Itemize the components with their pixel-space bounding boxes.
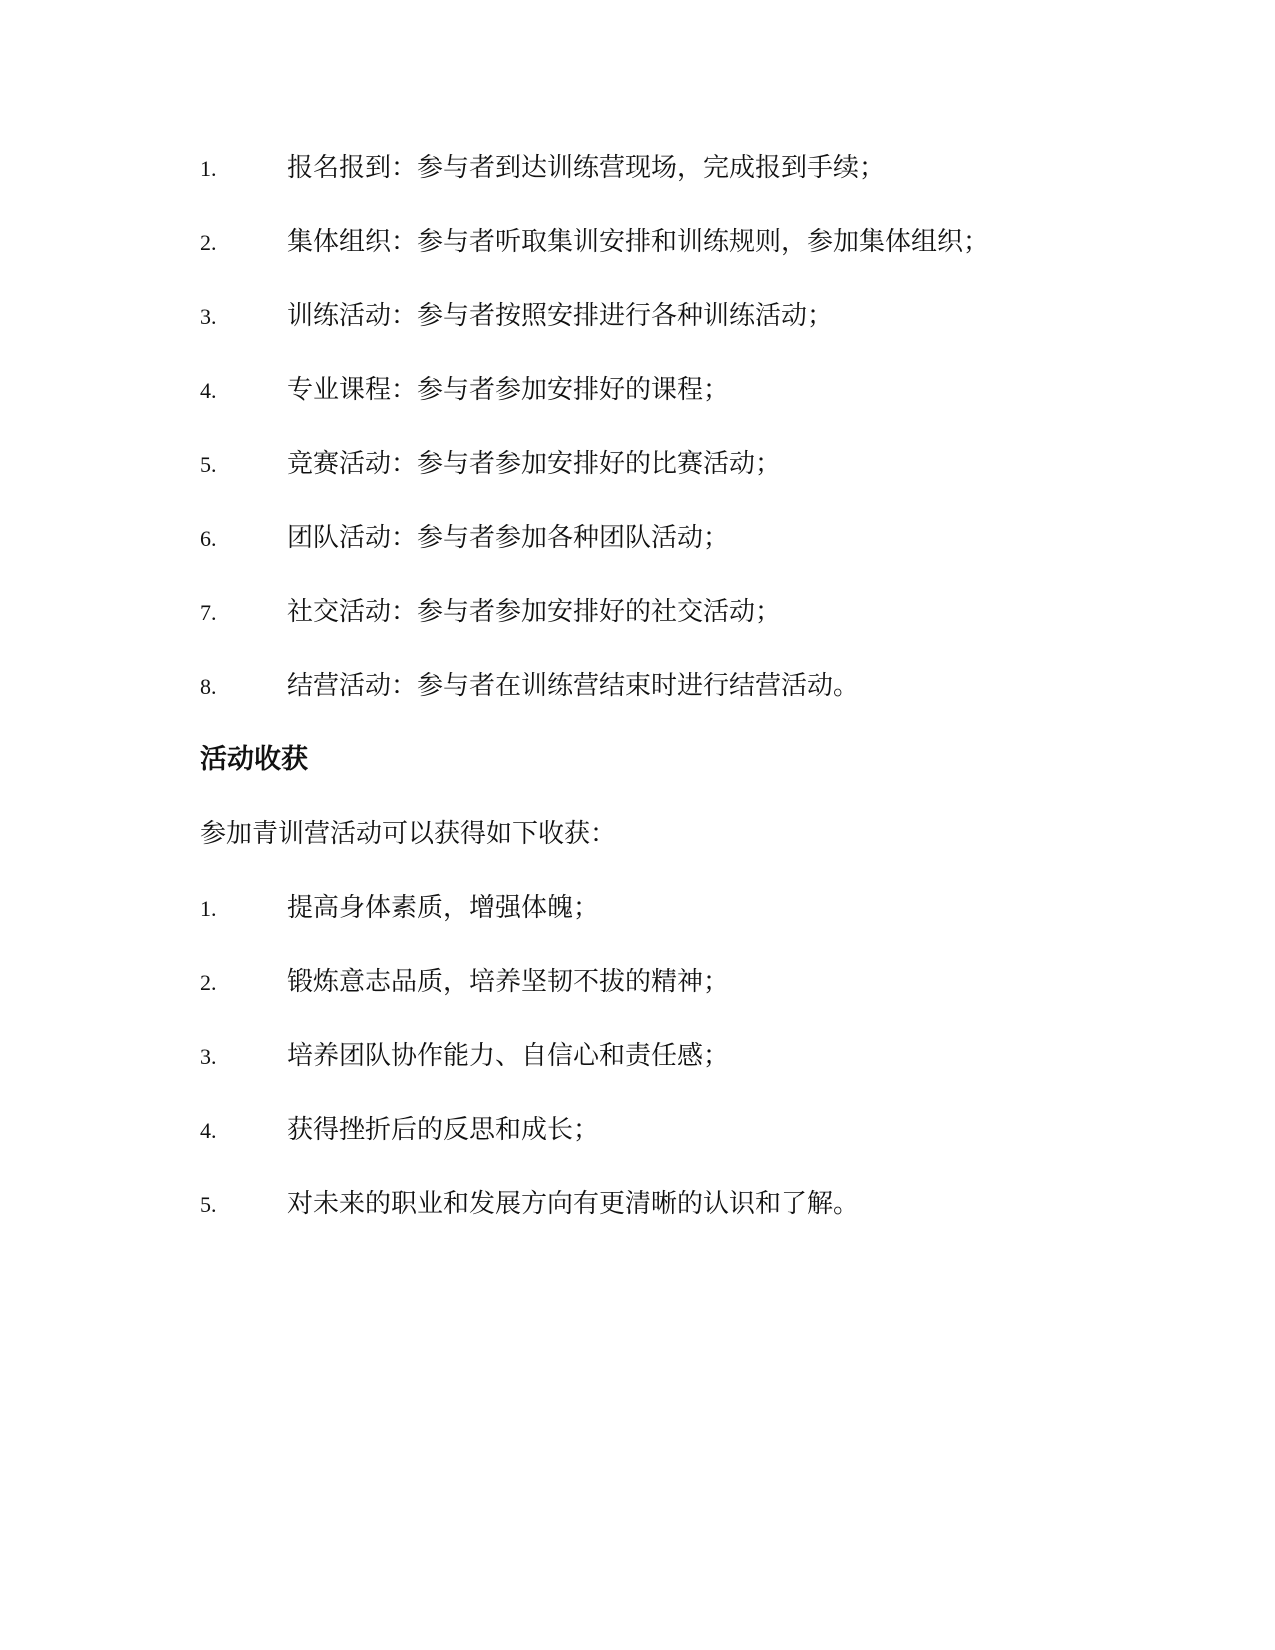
list-number: 7. [200, 600, 217, 625]
list-item [200, 520, 989, 594]
list-item [200, 668, 989, 742]
benefits-list [200, 890, 859, 1260]
intro-paragraph: 参加青训营活动可以获得如下收获： [200, 819, 617, 849]
list-item-text: 锻炼意志品质，培养坚韧不拔的精神； [287, 967, 730, 997]
list-item [200, 594, 989, 668]
list-item-text: 竞赛活动：参与者参加安排好的比赛活动； [287, 449, 782, 479]
list-item-text: 训练活动：参与者按照安排进行各种训练活动； [287, 301, 834, 331]
list-item-text: 对未来的职业和发展方向有更清晰的认识和了解。 [287, 1189, 860, 1219]
list-number: 5. [200, 452, 217, 477]
list-item-text: 专业课程：参与者参加安排好的课程； [287, 375, 730, 405]
list-item-text: 团队活动：参与者参加各种团队活动； [287, 523, 730, 553]
list-item [200, 372, 989, 446]
list-number: 6. [200, 526, 217, 551]
list-item-text: 报名报到：参与者到达训练营现场，完成报到手续； [287, 153, 886, 183]
list-item [200, 890, 859, 964]
list-number: 3. [200, 1044, 217, 1069]
list-item-text: 社交活动：参与者参加安排好的社交活动； [287, 597, 782, 627]
list-number: 1. [200, 896, 217, 921]
list-item-text: 获得挫折后的反思和成长； [287, 1115, 600, 1145]
list-number: 3. [200, 304, 217, 329]
list-item [200, 224, 989, 298]
list-item [200, 446, 989, 520]
list-number: 8. [200, 674, 217, 699]
list-item [200, 298, 989, 372]
list-item [200, 964, 859, 1038]
list-number: 1. [200, 156, 217, 181]
list-item [200, 1038, 859, 1112]
process-list [200, 150, 989, 742]
list-item-text: 结营活动：参与者在训练营结束时进行结营活动。 [287, 671, 860, 701]
list-number: 4. [200, 1118, 217, 1143]
list-number: 2. [200, 970, 217, 995]
section-heading: 活动收获 [200, 744, 308, 775]
list-item [200, 1112, 859, 1186]
list-item-text: 集体组织：参与者听取集训安排和训练规则，参加集体组织； [287, 227, 990, 257]
list-number: 5. [200, 1192, 217, 1217]
list-number: 4. [200, 378, 217, 403]
list-item [200, 1186, 859, 1260]
list-item-text: 提高身体素质，增强体魄； [287, 893, 600, 923]
list-item-text: 培养团队协作能力、自信心和责任感； [287, 1041, 730, 1071]
list-item [200, 150, 989, 224]
list-number: 2. [200, 230, 217, 255]
